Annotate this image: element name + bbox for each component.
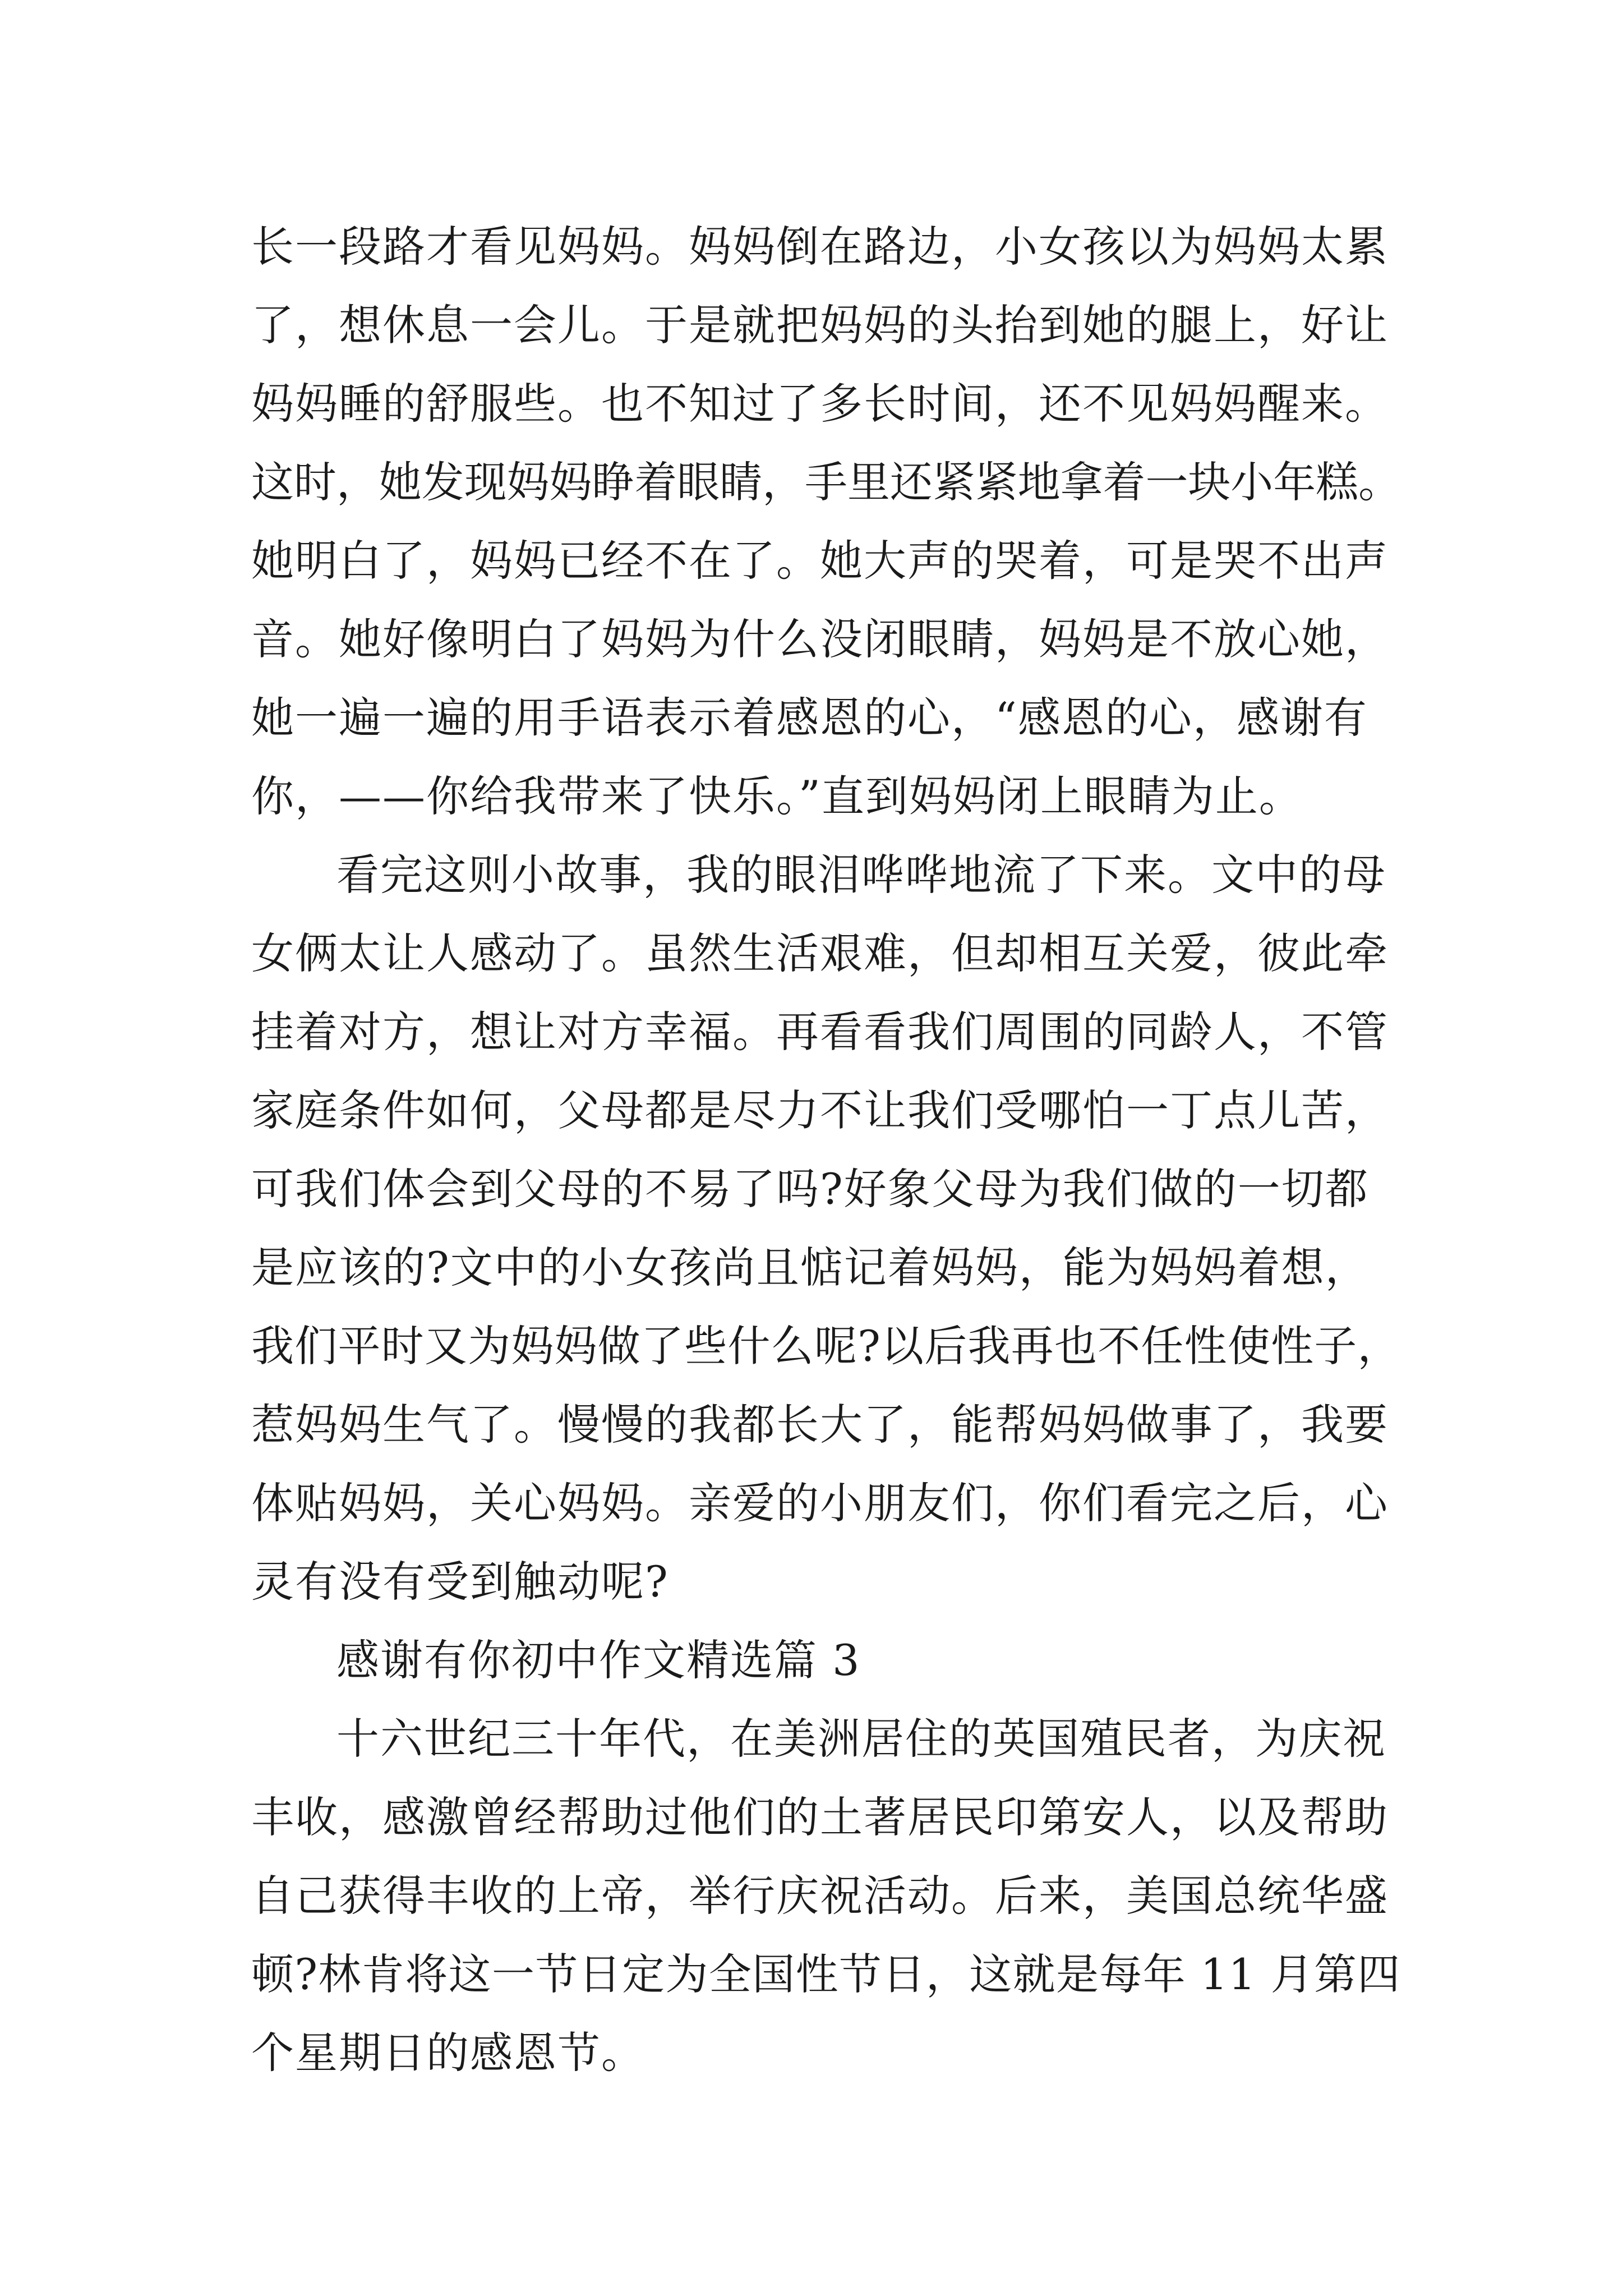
text-line: 是应该的?文中的小女孩尚且惦记着妈妈，能为妈妈着想， [251,1243,1369,1292]
text-line: 灵有没有受到触动呢? [251,1557,669,1607]
document-body [251,208,1401,2092]
text-line: 感谢有你初中作文精选篇 3 [336,1635,861,1685]
text-line: 长一段路才看见妈妈。妈妈倒在路边，小女孩以为妈妈太累 [251,222,1389,272]
text-line: 你，——你给我带来了快乐。”直到妈妈闭上眼睛为止。 [251,771,1303,821]
text-line: 音。她好像明白了妈妈为什么没闭眼睛，妈妈是不放心她， [251,614,1389,664]
text-line: 这时，她发现妈妈睁着眼睛，手里还紧紧地拿着一块小年糕。 [251,457,1401,507]
text-line: 顿?林肯将这一节日定为全国性节日，这就是每年 11 月第四 [251,1949,1401,1999]
text-line: 自己获得丰收的上帝，举行庆祝活动。后来，美国总统华盛 [251,1871,1389,1921]
text-line: 她明白了，妈妈已经不在了。她大声的哭着，可是哭不出声 [251,536,1389,586]
text-line: 家庭条件如何，父母都是尽力不让我们受哪怕一丁点儿苦， [251,1085,1389,1135]
text-line: 看完这则小故事，我的眼泪哗哗地流了下来。文中的母 [336,850,1386,900]
text-line: 女俩太让人感动了。虽然生活艰难，但却相互关爱，彼此牵 [251,928,1389,978]
text-line: 妈妈睡的舒服些。也不知过了多长时间，还不见妈妈醒来。 [251,379,1389,429]
text-line: 她一遍一遍的用手语表示着感恩的心，“感恩的心，感谢有 [251,693,1368,743]
text-line: 十六世纪三十年代，在美洲居住的英国殖民者，为庆祝 [336,1714,1386,1764]
text-line: 可我们体会到父母的不易了吗?好象父母为我们做的一切都 [251,1164,1369,1214]
text-line: 挂着对方，想让对方幸福。再看看我们周围的同龄人，不管 [251,1007,1389,1057]
text-line: 丰收，感激曾经帮助过他们的土著居民印第安人，以及帮助 [251,1792,1389,1842]
text-line: 我们平时又为妈妈做了些什么呢?以后我再也不任性使性子， [251,1321,1401,1371]
text-line: 了，想休息一会儿。于是就把妈妈的头抬到她的腿上，好让 [251,300,1389,350]
text-line: 个星期日的感恩节。 [251,2028,645,2078]
text-line: 体贴妈妈，关心妈妈。亲爱的小朋友们，你们看完之后，心 [251,1478,1389,1528]
text-line: 惹妈妈生气了。慢慢的我都长大了，能帮妈妈做事了，我要 [251,1400,1389,1450]
